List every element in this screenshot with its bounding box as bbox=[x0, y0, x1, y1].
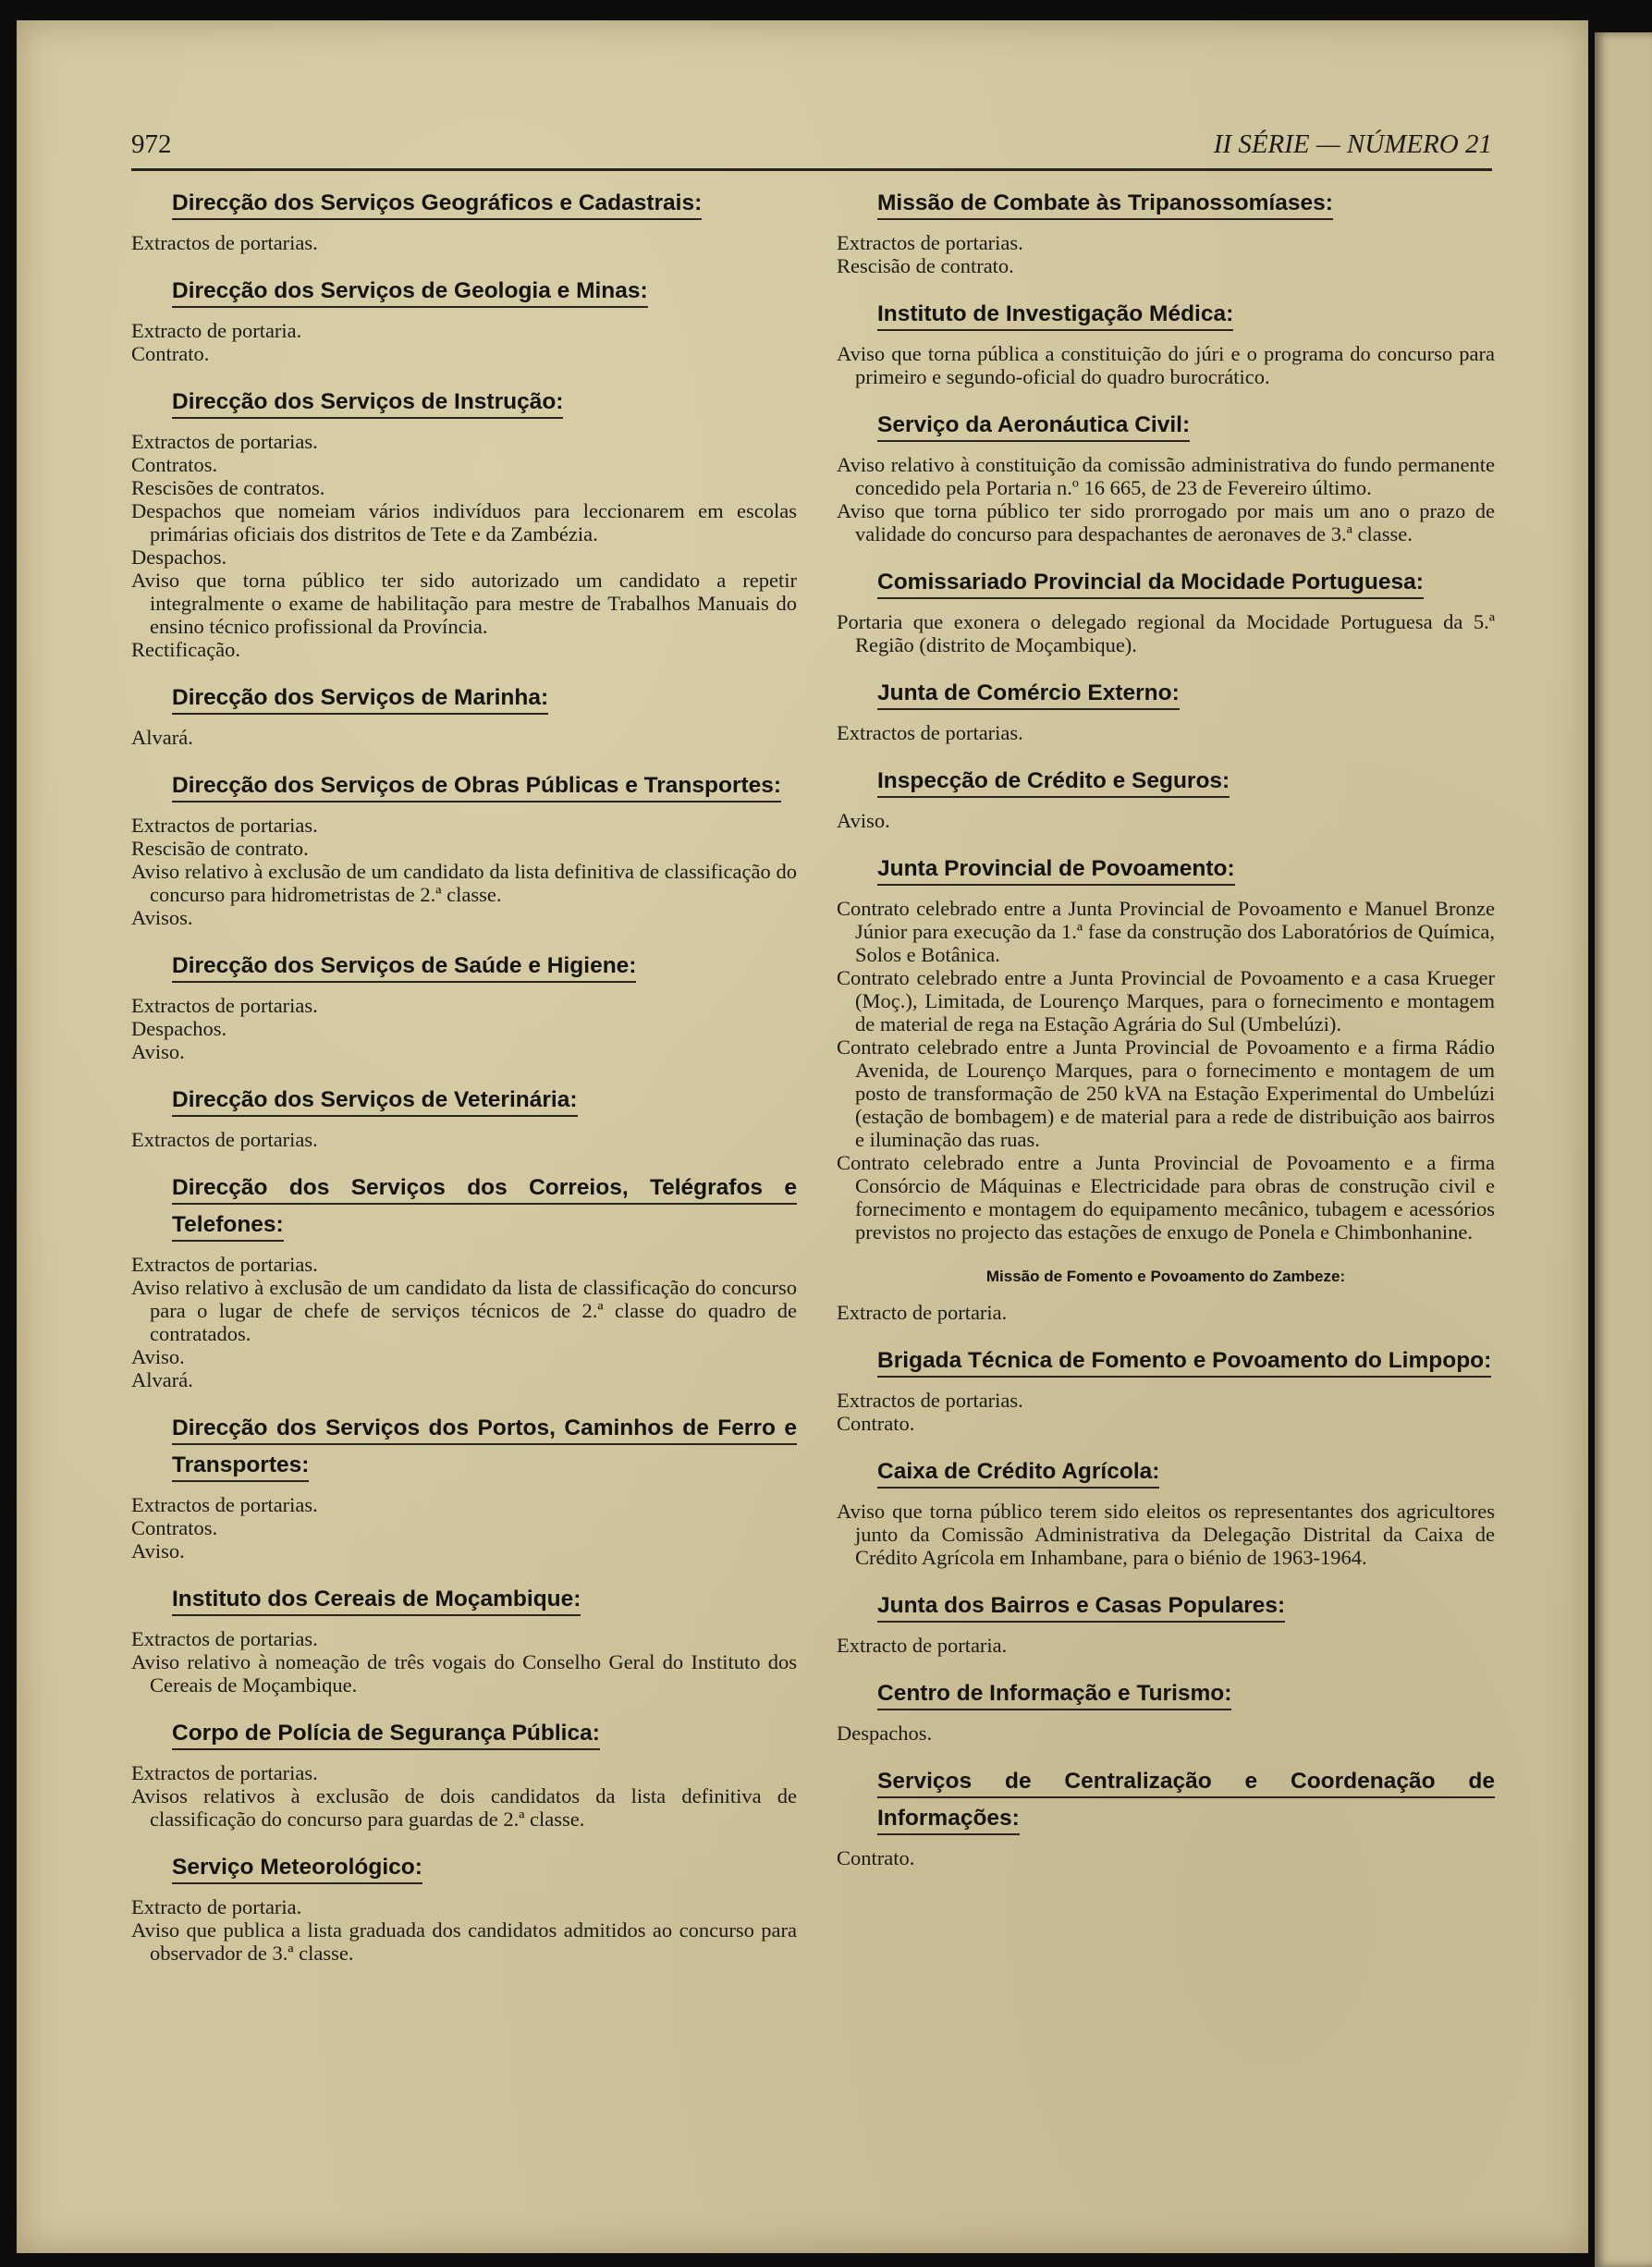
section-item: Extracto de portaria. bbox=[131, 319, 302, 342]
section-item: Avisos relativos à exclusão de dois candidatos da lista definitiva de classificação do concurso para guardas de 2.ª classe. bbox=[131, 1784, 797, 1831]
section bbox=[837, 1453, 1495, 1569]
section bbox=[837, 1675, 1495, 1745]
adjacent-page-edge bbox=[1595, 32, 1652, 2267]
section-items bbox=[837, 809, 1495, 832]
section bbox=[837, 296, 1495, 388]
section-heading-text: Direcção dos Serviços de Obras Públicas e Transportes: bbox=[172, 773, 781, 803]
section bbox=[131, 1849, 797, 1965]
section-item: Aviso. bbox=[131, 1539, 185, 1562]
section-item: Extractos de portarias. bbox=[131, 1761, 318, 1784]
section-item: Despachos que nomeiam vários indivíduos para leccionarem em escolas primárias oficiais dos distritos de Tete e da Zambézia. bbox=[131, 499, 797, 545]
section-item: Extractos de portarias. bbox=[131, 231, 318, 254]
section-heading bbox=[172, 948, 797, 985]
section-items bbox=[837, 1634, 1495, 1657]
section bbox=[837, 1342, 1495, 1435]
section-items bbox=[131, 994, 797, 1063]
section-heading bbox=[837, 1262, 1495, 1292]
section-heading-text: Direcção dos Serviços dos Portos, Caminhos de Ferro e Transportes: bbox=[172, 1415, 797, 1482]
section-item: Contrato. bbox=[837, 1412, 915, 1435]
section-item: Contrato celebrado entre a Junta Provincial de Povoamento e a firma Consórcio de Máquinas e Electricidade para obras de construção civil e fornecimento e montagem do equipamento mecânico, tubagem e acessórios previstos no projecto das estações de enxugo de Ponela e Chimbonhanine. bbox=[837, 1151, 1495, 1244]
section-heading bbox=[877, 675, 1495, 712]
section bbox=[131, 948, 797, 1063]
section-heading-text: Comissariado Provincial da Mocidade Portuguesa: bbox=[877, 570, 1424, 599]
section-item: Aviso que publica a lista graduada dos candidatos admitidos ao concurso para observador de 3.ª classe. bbox=[131, 1918, 797, 1965]
section-item: Alvará. bbox=[131, 726, 193, 749]
section-item: Extractos de portarias. bbox=[131, 1627, 318, 1650]
section-item: Contrato. bbox=[131, 342, 210, 365]
section bbox=[131, 384, 797, 661]
section-item: Extractos de portarias. bbox=[131, 430, 318, 453]
section-items bbox=[131, 319, 797, 365]
section-items bbox=[131, 231, 797, 254]
page-number: 972 bbox=[131, 129, 172, 159]
section-item: Aviso que torna pública a constituição do júri e o programa do concurso para primeiro e segundo-oficial do quadro burocrático. bbox=[837, 342, 1495, 388]
section-heading bbox=[172, 273, 797, 310]
section-items bbox=[837, 453, 1495, 545]
section-item: Extractos de portarias. bbox=[131, 1128, 318, 1151]
section-heading-text: Direcção dos Serviços Geográficos e Cadastrais: bbox=[172, 190, 702, 220]
right-column bbox=[837, 185, 1495, 1888]
section bbox=[131, 1170, 797, 1391]
section-items bbox=[131, 430, 797, 661]
section-heading bbox=[172, 1410, 797, 1484]
section-item: Extracto de portaria. bbox=[837, 1634, 1008, 1657]
section-item: Extractos de portarias. bbox=[131, 1253, 318, 1276]
section-heading bbox=[877, 1763, 1495, 1837]
section-item: Rescisão de contrato. bbox=[131, 837, 309, 860]
section bbox=[131, 1715, 797, 1831]
section-items bbox=[837, 1846, 1495, 1869]
section-item: Extractos de portarias. bbox=[131, 994, 318, 1017]
section-heading bbox=[172, 1849, 797, 1886]
section bbox=[131, 273, 797, 365]
section-items bbox=[131, 814, 797, 929]
section-item: Aviso relativo à constituição da comissão administrativa do fundo permanente concedido pela Portaria n.º 16 665, de 23 de Fevereiro último. bbox=[837, 453, 1495, 499]
section-heading bbox=[172, 1082, 797, 1119]
section-heading bbox=[877, 296, 1495, 333]
section-heading bbox=[877, 185, 1495, 222]
section-heading-text: Corpo de Polícia de Segurança Pública: bbox=[172, 1721, 600, 1750]
section-items bbox=[837, 897, 1495, 1244]
section-items bbox=[131, 1128, 797, 1151]
section-items bbox=[131, 1895, 797, 1965]
section-item: Extractos de portarias. bbox=[837, 721, 1023, 744]
section-heading-text: Direcção dos Serviços de Marinha: bbox=[172, 685, 548, 715]
section bbox=[131, 1581, 797, 1697]
section-item: Aviso relativo à nomeação de três vogais do Conselho Geral do Instituto dos Cereais de Moçambique. bbox=[131, 1650, 797, 1697]
section-heading-text: Caixa de Crédito Agrícola: bbox=[877, 1459, 1159, 1489]
section-item: Despachos. bbox=[131, 1017, 227, 1040]
section-items bbox=[131, 1493, 797, 1562]
section bbox=[837, 675, 1495, 744]
section bbox=[131, 1082, 797, 1151]
section-heading bbox=[877, 763, 1495, 800]
section-heading-text: Inspecção de Crédito e Seguros: bbox=[877, 768, 1230, 798]
section-heading-text: Direcção dos Serviços de Geologia e Minas: bbox=[172, 278, 648, 308]
section-items bbox=[131, 1627, 797, 1697]
section-item: Contrato. bbox=[837, 1846, 915, 1869]
section-item: Despachos. bbox=[131, 545, 227, 569]
section-item: Portaria que exonera o delegado regional da Mocidade Portuguesa da 5.ª Região (distrito de Moçambique). bbox=[837, 610, 1495, 656]
section-heading-text: Centro de Informação e Turismo: bbox=[877, 1681, 1231, 1710]
section-item: Aviso. bbox=[131, 1040, 185, 1063]
section-items bbox=[131, 1253, 797, 1391]
section-item: Contratos. bbox=[131, 1516, 218, 1539]
section-items bbox=[837, 1301, 1495, 1324]
section-item: Despachos. bbox=[837, 1722, 933, 1745]
section-items bbox=[837, 721, 1495, 744]
section-item: Aviso. bbox=[131, 1345, 185, 1368]
section-heading bbox=[172, 680, 797, 717]
header-rule bbox=[131, 168, 1492, 171]
section-items bbox=[837, 231, 1495, 277]
section-heading-text: Instituto dos Cereais de Moçambique: bbox=[172, 1587, 581, 1616]
section-heading-text: Direcção dos Serviços de Instrução: bbox=[172, 389, 563, 419]
section bbox=[837, 1262, 1495, 1324]
section-item: Contratos. bbox=[131, 453, 218, 476]
left-column bbox=[131, 185, 797, 1983]
section-item: Aviso relativo à exclusão de um candidato da lista definitiva de classificação do concurso para hidrometristas de 2.ª classe. bbox=[131, 860, 797, 906]
section-heading-text: Missão de Fomento e Povoamento do Zambeze: bbox=[985, 1268, 1346, 1285]
section-item: Extracto de portaria. bbox=[837, 1301, 1008, 1324]
section-heading bbox=[172, 185, 797, 222]
section-item: Extracto de portaria. bbox=[131, 1895, 302, 1918]
section-item: Avisos. bbox=[131, 906, 193, 929]
section-heading bbox=[172, 767, 797, 804]
section-item: Contrato celebrado entre a Junta Provincial de Povoamento e Manuel Bronze Júnior para execução da 1.ª fase da construção dos Laboratórios de Química, Solos e Botânica. bbox=[837, 897, 1495, 966]
section-items bbox=[837, 1500, 1495, 1569]
section-item: Aviso que torna público ter sido autorizado um candidato a repetir integralmente o exame de habilitação para mestre de Trabalhos Manuais do ensino técnico profissional da Província. bbox=[131, 569, 797, 638]
section bbox=[837, 185, 1495, 277]
section-items bbox=[837, 610, 1495, 656]
section-item: Contrato celebrado entre a Junta Provincial de Povoamento e a casa Krueger (Moç.), Limitada, de Lourenço Marques, para o fornecimento e montagem de material de rega na Estação Agrária do Sul (Umbelúzi). bbox=[837, 966, 1495, 1035]
section bbox=[131, 680, 797, 749]
section-heading bbox=[877, 1587, 1495, 1624]
section-item: Rescisão de contrato. bbox=[837, 254, 1014, 277]
section-heading-text: Serviço Meteorológico: bbox=[172, 1855, 422, 1884]
section-heading bbox=[172, 1715, 797, 1752]
section-heading bbox=[172, 1170, 797, 1244]
section-heading-text: Missão de Combate às Tripanossomíases: bbox=[877, 190, 1333, 220]
section bbox=[131, 767, 797, 929]
section-items bbox=[131, 1761, 797, 1831]
section-heading-text: Junta dos Bairros e Casas Populares: bbox=[877, 1593, 1285, 1623]
section-heading-text: Direcção dos Serviços de Veterinária: bbox=[172, 1087, 578, 1117]
section bbox=[837, 763, 1495, 832]
section-items bbox=[837, 342, 1495, 388]
section-item: Alvará. bbox=[131, 1368, 193, 1391]
section-heading-text: Direcção dos Serviços dos Correios, Telégrafos e Telefones: bbox=[172, 1175, 797, 1242]
section-item: Extractos de portarias. bbox=[131, 1493, 318, 1516]
section-items bbox=[837, 1389, 1495, 1435]
section bbox=[837, 564, 1495, 656]
section-item: Rescisões de contratos. bbox=[131, 476, 325, 499]
section-heading-text: Instituto de Investigação Médica: bbox=[877, 301, 1233, 331]
section-heading bbox=[877, 1342, 1495, 1379]
section-heading bbox=[877, 851, 1495, 888]
series-number: II SÉRIE — NÚMERO 21 bbox=[1213, 129, 1492, 159]
section-items bbox=[131, 726, 797, 749]
section-heading bbox=[172, 1581, 797, 1618]
section-heading-text: Serviço da Aeronáutica Civil: bbox=[877, 412, 1190, 442]
section-item: Extractos de portarias. bbox=[837, 1389, 1023, 1412]
section-item: Aviso. bbox=[837, 809, 890, 832]
section bbox=[131, 185, 797, 254]
section-item: Contrato celebrado entre a Junta Provincial de Povoamento e a firma Rádio Avenida, de Lourenço Marques, para o fornecimento e montagem de um posto de transformação de 250 kVA na Estação Experimental do Umbelúzi (estação de bombagem) e de material para a rede de distribuição aos bairros e iluminação das ruas. bbox=[837, 1035, 1495, 1151]
section-item: Aviso que torna público ter sido prorrogado por mais um ano o prazo de validade do concurso para despachantes de aeronaves de 3.ª classe. bbox=[837, 499, 1495, 545]
section-heading-text: Junta Provincial de Povoamento: bbox=[877, 856, 1235, 886]
section bbox=[837, 1763, 1495, 1869]
section bbox=[131, 1410, 797, 1562]
section-item: Aviso relativo à exclusão de um candidato da lista de classificação do concurso para o lugar de chefe de serviços técnicos de 2.ª classe do quadro de contratados. bbox=[131, 1276, 797, 1345]
section-item: Aviso que torna público terem sido eleitos os representantes dos agricultores junto da Comissão Administrativa da Delegação Distrital da Caixa de Crédito Agrícola em Inhambane, para o biénio de 1963-1964. bbox=[837, 1500, 1495, 1569]
section bbox=[837, 1587, 1495, 1657]
section-item: Extractos de portarias. bbox=[837, 231, 1023, 254]
section-heading bbox=[877, 564, 1495, 601]
section-heading bbox=[877, 1453, 1495, 1490]
section-heading bbox=[877, 407, 1495, 444]
section-heading-text: Brigada Técnica de Fomento e Povoamento do Limpopo: bbox=[877, 1348, 1491, 1378]
section-heading-text: Junta de Comércio Externo: bbox=[877, 680, 1180, 710]
section bbox=[837, 407, 1495, 545]
section-heading bbox=[172, 384, 797, 421]
section bbox=[837, 851, 1495, 1244]
section-heading-text: Direcção dos Serviços de Saúde e Higiene: bbox=[172, 953, 636, 983]
page-header bbox=[131, 129, 1492, 166]
section-heading-text: Serviços de Centralização e Coordenação de Informações: bbox=[877, 1769, 1495, 1835]
section-item: Extractos de portarias. bbox=[131, 814, 318, 837]
section-item: Rectificação. bbox=[131, 638, 241, 661]
section-heading bbox=[877, 1675, 1495, 1712]
section-items bbox=[837, 1722, 1495, 1745]
